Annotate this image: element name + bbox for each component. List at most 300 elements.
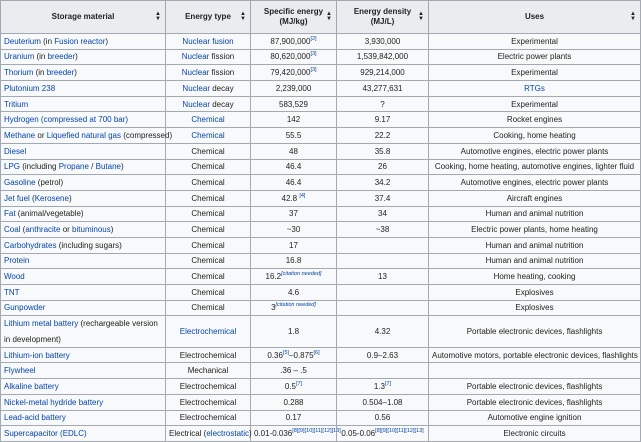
cell-text: Electric power plants (497, 52, 572, 62)
cell-text: 4.32 (374, 326, 391, 336)
cell-text: Chemical (191, 146, 225, 156)
material-cell (1, 112, 166, 128)
header-storage-material[interactable] (1, 1, 166, 34)
table-row (1, 269, 641, 285)
cell-text: 46.4 (285, 162, 302, 172)
cell-text: or (35, 130, 47, 140)
wiki-link[interactable]: Hydrogen (compressed at 700 bar) (4, 115, 129, 125)
energy-density-cell (337, 222, 429, 238)
uses-cell (429, 426, 641, 442)
table-row (1, 143, 641, 159)
wiki-link[interactable]: Uranium (4, 52, 35, 62)
wiki-link[interactable]: Flywheel (4, 366, 36, 376)
wiki-link[interactable]: Deuterium (4, 36, 41, 46)
material-cell (1, 253, 166, 269)
material-cell (1, 269, 166, 285)
wiki-link[interactable]: Fusion reactor (54, 36, 106, 46)
material-cell (1, 285, 166, 301)
energy-type-cell (166, 112, 251, 128)
cell-text: 0.36 (267, 350, 283, 360)
uses-cell (429, 269, 641, 285)
cell-text: Explosives (515, 287, 554, 297)
wiki-link[interactable]: Coal (4, 225, 21, 234)
cell-text: or (60, 225, 73, 234)
cell-text: (in (33, 68, 47, 78)
cell-text: 22.2 (374, 130, 391, 140)
specific-energy-cell (251, 269, 337, 285)
table-row (1, 49, 641, 65)
cell-text: 583,529 (279, 99, 308, 109)
table-row (1, 379, 641, 395)
cell-text: (rechargeable version in development) (4, 319, 158, 344)
energy-density-cell (337, 175, 429, 191)
cell-text: 1.8 (287, 326, 300, 336)
cell-text: 2,239,000 (275, 83, 312, 93)
energy-type-cell (166, 379, 251, 395)
cell-text: Mechanical (187, 366, 229, 376)
wiki-link[interactable]: Nickel-metal hydride battery (4, 397, 104, 407)
header-label: Energy type (185, 12, 231, 21)
header-energy-density[interactable] (337, 1, 429, 34)
material-cell (1, 426, 166, 442)
wiki-link[interactable]: anthracite (25, 225, 61, 234)
energy-type-cell (166, 300, 251, 316)
material-cell (1, 363, 166, 379)
cell-text: Chemical (191, 272, 225, 282)
cell-text: Electrochemical (179, 381, 237, 391)
wiki-link[interactable]: Tritium (4, 99, 29, 109)
cell-text: decay (210, 83, 234, 93)
cell-text: 35.8 (374, 146, 391, 156)
wiki-link[interactable]: Wood (4, 272, 25, 282)
specific-energy-cell (251, 426, 341, 442)
material-cell (1, 347, 166, 363)
cell-text: Automotive engines, electric power plants (460, 146, 609, 156)
energy-density-cell (337, 316, 429, 347)
uses-cell (429, 394, 641, 410)
cell-text: 9.17 (374, 115, 391, 125)
wiki-link[interactable]: Liquefied natural gas (46, 130, 121, 140)
cell-text: 26 (378, 162, 387, 172)
wiki-link[interactable]: breeder (47, 52, 76, 62)
table-row (1, 300, 641, 316)
material-cell (1, 206, 166, 222)
energy-density-cell (337, 190, 429, 206)
uses-cell (429, 363, 641, 379)
specific-energy-cell (251, 128, 337, 144)
energy-type-cell (166, 285, 251, 301)
cell-text: Experimental (511, 68, 558, 78)
material-cell (1, 379, 166, 395)
cell-text: Chemical (191, 162, 225, 172)
sort-arrows-icon[interactable]: ▲ ▼ (155, 11, 161, 22)
cell-text: Electrochemical (179, 350, 237, 360)
table-row (1, 65, 641, 81)
cell-text: (compressed) (120, 130, 173, 140)
cell-text: Electrical ( (169, 428, 207, 438)
energy-type-cell (166, 159, 251, 175)
cell-text: 4.6 (287, 287, 300, 297)
wiki-link[interactable]: Nuclear fusion (182, 36, 234, 46)
reference-link[interactable]: [citation needed] (281, 271, 322, 278)
energy-density-cell (337, 379, 429, 395)
reference-link[interactable]: [7] (385, 380, 392, 387)
sort-arrows-icon[interactable]: ▲ ▼ (240, 11, 246, 22)
header-label: Specific energy (263, 7, 324, 16)
table-row (1, 316, 641, 347)
cell-text: .36 – .5 (280, 366, 307, 376)
specific-energy-cell (251, 96, 337, 112)
wiki-link[interactable]: Diesel (4, 146, 27, 156)
cell-text: 929,214,000 (360, 68, 405, 78)
cell-text: / (88, 162, 96, 172)
specific-energy-cell (251, 175, 337, 191)
cell-text: Chemical (191, 240, 225, 250)
table-row (1, 237, 641, 253)
material-wrap (4, 316, 162, 346)
cell-text: Rocket engines (506, 115, 563, 125)
energy-density-cell (337, 96, 429, 112)
uses-cell (429, 300, 641, 316)
uses-cell (429, 316, 641, 347)
uses-cell (429, 253, 641, 269)
energy-density-cell (337, 143, 429, 159)
specific-energy-cell (251, 300, 337, 316)
uses-cell (429, 206, 641, 222)
energy-type-cell (166, 143, 251, 159)
energy-type-cell (166, 410, 251, 426)
reference-link[interactable]: [5] (282, 349, 290, 356)
material-cell (1, 175, 166, 191)
wiki-link[interactable]: TNT (4, 287, 20, 297)
table-row (1, 347, 641, 363)
energy-type-cell (166, 269, 251, 285)
energy-density-cell (337, 285, 429, 301)
specific-energy-cell (251, 112, 337, 128)
cell-text: Experimental (511, 99, 558, 109)
header-unit: (MJ/kg) (279, 17, 308, 26)
table-body (1, 34, 641, 442)
wiki-link[interactable]: bituminous (72, 225, 111, 234)
table-row (1, 190, 641, 206)
cell-text: 34.2 (374, 177, 391, 187)
specific-energy-cell (251, 285, 337, 301)
header-specific-energy[interactable] (251, 1, 337, 34)
cell-text: Experimental (511, 36, 558, 46)
energy-type-cell (166, 65, 251, 81)
cell-text: (petrol) (35, 177, 64, 187)
cell-text: 0.56 (374, 413, 391, 423)
energy-density-cell (337, 237, 429, 253)
wiki-link[interactable]: Propane (58, 162, 89, 172)
cell-text: Explosives (515, 303, 554, 313)
wiki-link[interactable]: Electrochemical (179, 326, 237, 336)
energy-type-cell (166, 394, 251, 410)
specific-energy-cell (251, 316, 337, 347)
table-row (1, 159, 641, 175)
cell-text: fission (209, 68, 235, 78)
cell-text: Chemical (191, 225, 225, 234)
energy-density-cell (337, 159, 429, 175)
cell-text: Home heating, cooking (493, 272, 576, 282)
reference-link[interactable]: [2] (310, 35, 317, 42)
cell-text: 142 (286, 115, 301, 125)
material-cell (1, 81, 166, 97)
cell-text: 0.504–1.08 (362, 397, 403, 407)
cell-text: Chemical (191, 256, 225, 266)
cell-text: 1.3 (373, 381, 385, 391)
energy-type-cell (166, 34, 251, 50)
cell-text: 87,900,000 (270, 36, 311, 46)
cell-text: ( (20, 225, 26, 234)
wiki-link[interactable]: Nuclear (181, 68, 210, 78)
reference-link[interactable]: [4] (299, 192, 306, 199)
wiki-link[interactable]: Supercapacitor (EDLC) (4, 428, 87, 438)
wiki-link[interactable]: Gasoline (4, 177, 36, 187)
table-row (1, 175, 641, 191)
cell-text: –0.875 (289, 350, 314, 360)
cell-text: Electric power plants, home heating (471, 225, 598, 234)
table-row (1, 426, 641, 442)
material-cell (1, 410, 166, 426)
material-cell (1, 222, 166, 238)
wiki-link[interactable]: Kerosene (34, 193, 69, 203)
reference-link[interactable]: [3] (310, 51, 317, 58)
wiki-link[interactable]: Nuclear (181, 52, 210, 62)
material-cell (1, 96, 166, 112)
energy-density-cell (337, 410, 429, 426)
cell-text: 16.8 (285, 256, 302, 266)
cell-text: ) (249, 428, 252, 438)
cell-text: ) (75, 52, 78, 62)
cell-text: ) (110, 225, 114, 234)
wiki-link[interactable]: Fat (4, 209, 16, 219)
wiki-link[interactable]: breeder (46, 68, 75, 78)
specific-energy-cell (251, 394, 337, 410)
cell-text: ~38 (375, 225, 390, 234)
cell-text: 0.9–2.63 (366, 350, 399, 360)
uses-cell (429, 222, 641, 238)
sort-arrows-icon[interactable]: ▲ ▼ (418, 11, 424, 22)
uses-cell (429, 49, 641, 65)
cell-text: 43,277,631 (362, 83, 403, 93)
cell-text: 42.8 (281, 193, 300, 203)
header-energy-type[interactable] (166, 1, 251, 34)
cell-text: Electronic circuits (503, 428, 566, 438)
energy-density-cell (337, 269, 429, 285)
wiki-link[interactable]: Jet fuel (4, 193, 30, 203)
cell-text: Chemical (191, 209, 225, 219)
cell-text: Chemical (191, 177, 225, 187)
cell-text: ? (380, 99, 385, 109)
cell-text: ) (68, 193, 72, 203)
specific-energy-cell (251, 65, 337, 81)
uses-cell (429, 285, 641, 301)
uses-cell (429, 175, 641, 191)
wiki-link[interactable]: Lead-acid battery (4, 413, 66, 423)
cell-text: 34 (378, 209, 387, 219)
cell-text: Chemical (191, 303, 225, 313)
material-cell (1, 159, 166, 175)
wiki-link[interactable]: Lithium-ion battery (4, 350, 70, 360)
specific-energy-cell (251, 190, 337, 206)
cell-text: (animal/vegetable) (15, 209, 84, 219)
table-row (1, 34, 641, 50)
energy-density-cell (337, 65, 429, 81)
specific-energy-cell (251, 253, 337, 269)
header-unit: (MJ/L) (370, 17, 395, 26)
cell-text: 55.5 (285, 130, 302, 140)
reference-link[interactable]: [8][9][10][11][12][13] (292, 427, 341, 434)
energy-density-cell (337, 81, 429, 97)
cell-text: 37.4 (374, 193, 391, 203)
cell-text: Portable electronic devices, flashlights (466, 397, 603, 407)
wiki-link[interactable]: Chemical (191, 130, 225, 140)
specific-energy-cell (251, 159, 337, 175)
wiki-link[interactable]: Butane (95, 162, 121, 172)
wiki-link[interactable]: Plutonium 238 (4, 83, 56, 93)
wiki-link[interactable]: Chemical (191, 115, 225, 125)
uses-cell (429, 65, 641, 81)
table-row (1, 81, 641, 97)
material-cell (1, 190, 166, 206)
table-row (1, 112, 641, 128)
uses-cell (429, 379, 641, 395)
cell-text: Human and animal nutrition (485, 256, 584, 266)
material-cell (1, 65, 166, 81)
wiki-link[interactable]: LPG (4, 162, 21, 172)
cell-text: 46.4 (285, 177, 302, 187)
energy-density-cell (337, 300, 429, 316)
energy-density-cell (337, 128, 429, 144)
cell-text: Human and animal nutrition (485, 209, 584, 219)
cell-text: Aircraft engines (506, 193, 563, 203)
specific-energy-cell (251, 222, 337, 238)
energy-density-cell (337, 206, 429, 222)
reference-link[interactable]: [7] (296, 380, 303, 387)
material-cell (1, 128, 173, 144)
uses-cell (429, 34, 641, 50)
wiki-link[interactable]: Thorium (4, 68, 34, 78)
wiki-link[interactable]: electrostatic (206, 428, 250, 438)
reference-link[interactable]: [6] (313, 349, 320, 356)
table-row (1, 394, 641, 410)
cell-text: ( (29, 193, 35, 203)
cell-text: 37 (289, 209, 298, 219)
cell-text: ) (105, 36, 109, 46)
energy-density-cell (337, 347, 429, 363)
material-cell (1, 316, 166, 347)
specific-energy-cell (251, 34, 337, 50)
uses-cell (429, 112, 641, 128)
cell-text: Electrochemical (179, 413, 237, 423)
reference-link[interactable]: [8][9][10][11][12][13] (375, 427, 424, 434)
wiki-link[interactable]: Gunpowder (4, 303, 46, 313)
header-uses[interactable] (429, 1, 641, 34)
specific-energy-cell (251, 49, 337, 65)
energy-density-cell (337, 49, 429, 65)
wiki-link[interactable]: Protein (4, 256, 30, 266)
cell-text: Human and animal nutrition (485, 240, 584, 250)
header-label: Energy density (353, 7, 412, 16)
cell-text: 80,620,000 (270, 52, 311, 62)
energy-density-cell (337, 112, 429, 128)
cell-text: Automotive engine ignition (487, 413, 582, 423)
cell-text: 0.288 (283, 397, 304, 407)
table-row (1, 222, 641, 238)
cell-text: Electrochemical (179, 397, 237, 407)
energy-type-cell (166, 426, 251, 442)
uses-cell (429, 159, 641, 175)
energy-type-cell (166, 190, 251, 206)
cell-text: ~30 (286, 225, 301, 234)
uses-cell (429, 410, 641, 426)
energy-type-cell (166, 316, 251, 347)
energy-type-cell (166, 237, 251, 253)
cell-text: 0.17 (285, 413, 302, 423)
cell-text: Automotive engines, electric power plants (460, 177, 609, 187)
cell-text: 13 (378, 272, 387, 282)
cell-text: 0.5 (284, 381, 296, 391)
uses-cell (429, 128, 641, 144)
uses-cell (429, 96, 641, 112)
energy-type-cell (166, 222, 251, 238)
energy-type-cell (166, 128, 251, 144)
material-cell (1, 49, 166, 65)
energy-density-cell (337, 426, 429, 442)
table-row (1, 128, 641, 144)
energy-density-cell (337, 34, 429, 50)
specific-energy-cell (251, 81, 337, 97)
sort-arrows-icon[interactable]: ▲ ▼ (630, 11, 636, 22)
wiki-link[interactable]: Lithium metal battery (4, 319, 79, 329)
cell-text: 0.01-0.036 (254, 428, 293, 438)
cell-text: 48 (289, 146, 298, 156)
energy-type-cell (166, 81, 251, 97)
wiki-link[interactable]: RTGs (524, 83, 545, 93)
cell-text: Automotive motors, portable electronic devices, flashlights (432, 350, 638, 360)
specific-energy-cell (251, 347, 337, 363)
cell-text: 16.2 (265, 272, 282, 282)
energy-type-cell (166, 49, 251, 65)
wiki-link[interactable]: Nuclear (182, 83, 210, 93)
cell-text: (in (34, 52, 48, 62)
cell-text: 3 (271, 303, 276, 313)
reference-link[interactable]: [3] (310, 67, 317, 74)
energy-density-cell (337, 253, 429, 269)
material-cell (1, 300, 166, 316)
header-label: Uses (524, 12, 545, 21)
sort-arrows-icon[interactable]: ▲ ▼ (326, 11, 332, 22)
wiki-link[interactable]: Methane (4, 130, 36, 140)
specific-energy-cell (251, 237, 337, 253)
cell-text: Cooking, home heating, automotive engines, lighter fluid (434, 162, 635, 172)
energy-type-cell (166, 206, 251, 222)
cell-text: Chemical (191, 193, 225, 203)
reference-link[interactable]: [citation needed] (275, 302, 316, 309)
material-cell (1, 143, 166, 159)
table-row (1, 253, 641, 269)
energy-type-cell (166, 253, 251, 269)
cell-text: (including (20, 162, 59, 172)
wiki-link[interactable]: Carbohydrates (4, 240, 57, 250)
wiki-link[interactable]: Alkaline battery (4, 381, 59, 391)
cell-text: fission (209, 52, 235, 62)
energy-density-cell (337, 363, 429, 379)
wiki-link[interactable]: Nuclear (182, 99, 210, 109)
cell-text: Cooking, home heating (493, 130, 576, 140)
material-cell (1, 394, 166, 410)
